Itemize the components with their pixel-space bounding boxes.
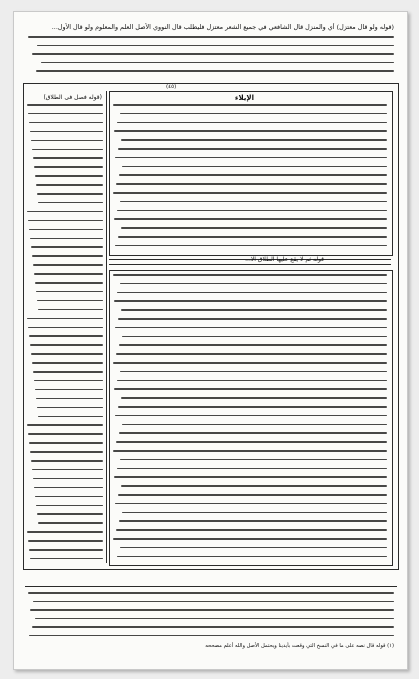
text-line <box>114 388 387 390</box>
text-line <box>34 166 103 168</box>
text-line <box>34 487 103 489</box>
footer-note: (١) قوله قال نصه على ما في النسخ التي وقعت بأيدينا ويحتمل الأصل والله أعلم مصححه <box>205 643 394 649</box>
verse-marker: (٤٥) <box>166 84 177 90</box>
text-line <box>32 469 103 471</box>
text-line <box>121 227 387 229</box>
text-line <box>116 353 387 355</box>
text-line <box>37 45 394 47</box>
text-line <box>118 494 387 496</box>
text-line <box>35 389 103 391</box>
text-line <box>114 476 387 478</box>
text-line <box>113 538 387 540</box>
text-line <box>32 362 103 364</box>
text-line <box>35 496 103 498</box>
text-line <box>117 292 387 294</box>
text-line <box>27 104 103 106</box>
text-line <box>115 503 387 505</box>
text-line <box>29 335 103 337</box>
text-line <box>32 626 394 628</box>
text-line <box>34 273 103 275</box>
text-line <box>28 540 103 542</box>
text-line <box>121 309 387 311</box>
text-line <box>122 424 387 426</box>
text-line <box>37 300 103 302</box>
text-line <box>115 245 387 247</box>
text-line <box>115 327 387 329</box>
text-line <box>28 113 103 115</box>
side-heading: (قوله فصل فى الطلاق) <box>43 94 102 101</box>
text-line <box>113 450 387 452</box>
text-line <box>113 362 387 364</box>
text-line <box>115 415 387 417</box>
mid-heading: قوله ثم لا يقع عليها الطلاق الا... <box>245 256 324 263</box>
text-line <box>37 513 103 515</box>
text-line <box>121 139 387 141</box>
text-line <box>29 442 103 444</box>
text-line <box>30 344 103 346</box>
text-line <box>37 407 103 409</box>
text-lines <box>14 12 407 669</box>
text-line <box>29 122 103 124</box>
text-line <box>118 148 387 150</box>
text-line <box>28 433 103 435</box>
text-line <box>30 131 103 133</box>
text-line <box>119 344 387 346</box>
text-line <box>31 460 103 462</box>
text-line <box>34 380 103 382</box>
text-line <box>32 255 103 257</box>
text-line <box>27 531 103 533</box>
header-text: (قوله ولو قال معتزل) أي والمنزل قال الشافعي في جميع الشعر معتزل فليطلب قال النووي الأصل العلم والمعلوم ولو قال الأول... <box>51 23 394 31</box>
text-line <box>35 618 394 620</box>
text-line <box>38 416 103 418</box>
text-line <box>120 371 387 373</box>
text-line <box>38 202 103 204</box>
text-line <box>118 236 387 238</box>
text-line <box>120 459 387 461</box>
text-line <box>33 264 103 266</box>
text-line <box>118 318 387 320</box>
text-line <box>117 556 387 558</box>
text-line <box>30 609 394 611</box>
text-line <box>32 149 103 151</box>
text-line <box>117 468 387 470</box>
text-line <box>119 432 387 434</box>
text-line <box>33 478 103 480</box>
text-line <box>114 300 387 302</box>
text-line <box>29 549 103 551</box>
text-line <box>33 371 103 373</box>
text-line <box>27 318 103 320</box>
text-line <box>36 184 103 186</box>
text-line <box>30 238 103 240</box>
text-line <box>120 201 387 203</box>
text-line <box>114 130 387 132</box>
text-line <box>31 246 103 248</box>
manuscript-page <box>13 11 408 670</box>
text-line <box>116 441 387 443</box>
text-line <box>31 140 103 142</box>
text-line <box>38 309 103 311</box>
text-line <box>35 175 103 177</box>
text-line <box>36 291 103 293</box>
text-line <box>114 218 387 220</box>
section-heading: الإيلاء <box>234 94 254 102</box>
text-line <box>119 520 387 522</box>
text-line <box>36 505 103 507</box>
text-line <box>32 53 394 55</box>
text-line <box>27 211 103 213</box>
text-line <box>116 183 387 185</box>
text-line <box>122 166 387 168</box>
text-line <box>118 406 387 408</box>
text-line <box>29 635 394 637</box>
text-line <box>35 282 103 284</box>
text-line <box>119 174 387 176</box>
text-line <box>36 398 103 400</box>
text-line <box>115 157 387 159</box>
text-line <box>33 157 103 159</box>
text-line <box>28 327 103 329</box>
text-line <box>120 113 387 115</box>
text-line <box>37 193 103 195</box>
text-line <box>113 192 387 194</box>
text-line <box>27 424 103 426</box>
text-line <box>30 558 103 560</box>
text-line <box>120 547 387 549</box>
text-line <box>117 122 387 124</box>
text-line <box>41 62 394 64</box>
text-line <box>117 380 387 382</box>
text-line <box>121 485 387 487</box>
text-line <box>28 36 394 38</box>
text-line <box>116 529 387 531</box>
text-line <box>36 70 394 72</box>
text-line <box>121 397 387 399</box>
text-line <box>122 512 387 514</box>
text-line <box>29 229 103 231</box>
text-line <box>33 601 394 603</box>
text-line <box>117 210 387 212</box>
text-line <box>113 104 387 106</box>
text-line <box>122 336 387 338</box>
text-line <box>38 522 103 524</box>
text-line <box>28 220 103 222</box>
text-line <box>120 283 387 285</box>
text-line <box>113 274 387 276</box>
text-line <box>28 592 394 594</box>
text-line <box>31 353 103 355</box>
text-line <box>30 451 103 453</box>
